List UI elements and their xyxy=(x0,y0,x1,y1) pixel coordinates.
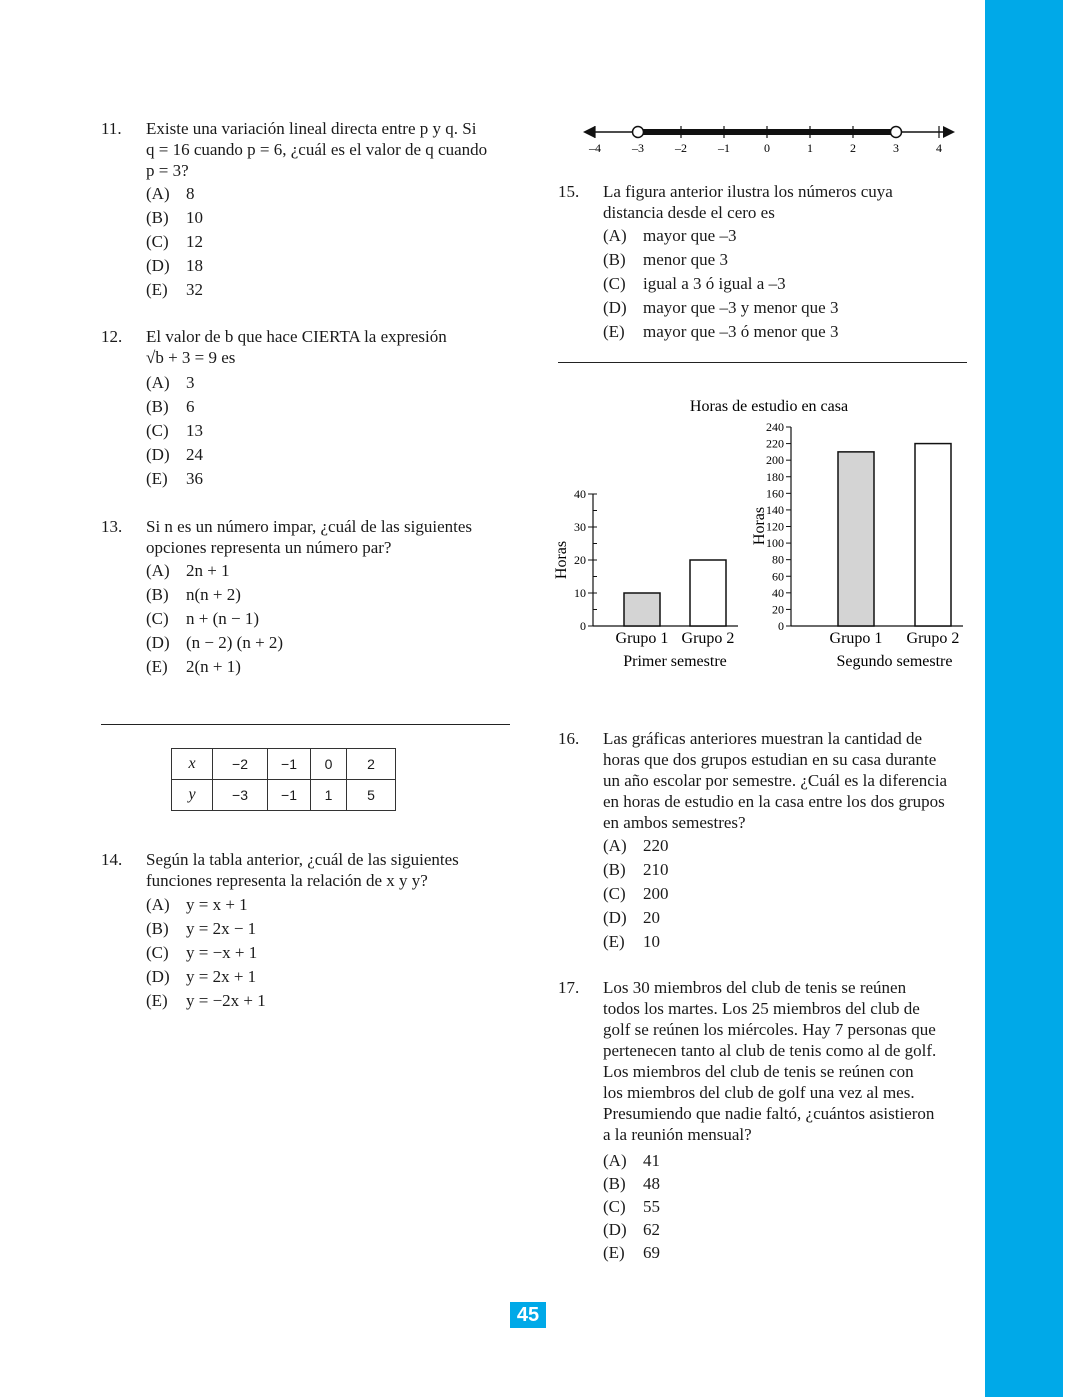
option-d[interactable]: (D) 24 xyxy=(146,445,203,464)
stem-line: los miembros del club de golf una vez al mes. xyxy=(603,1083,915,1102)
bar-2 xyxy=(690,560,726,626)
question-stem xyxy=(603,181,893,223)
option-e[interactable]: (E) 10 xyxy=(603,932,660,951)
table-cell: y xyxy=(172,780,213,811)
option-e[interactable]: (E) mayor que –3 ó menor que 3 xyxy=(603,322,839,341)
answer-options xyxy=(603,834,669,954)
table-row xyxy=(172,780,396,811)
option-a[interactable]: (A) y = x + 1 xyxy=(146,895,248,914)
stem-line: en horas de estudio en la casa entre los dos grupos xyxy=(603,792,945,811)
table-cell: −2 xyxy=(213,749,268,780)
stem-line: un año escolar por semestre. ¿Cuál es la diferencia xyxy=(603,771,948,790)
table-row xyxy=(172,749,396,780)
y-tick-label: 240 xyxy=(766,420,784,434)
question-stem xyxy=(146,516,472,558)
answer-options xyxy=(146,893,266,1013)
y-tick-label: 120 xyxy=(766,519,784,534)
option-c[interactable]: (C) y = −x + 1 xyxy=(146,943,258,962)
y-tick-label: 220 xyxy=(766,436,784,451)
option-c[interactable]: (C) 55 xyxy=(603,1197,660,1216)
option-d[interactable]: (D) 20 xyxy=(603,908,660,927)
option-a[interactable]: (A) 41 xyxy=(603,1151,660,1170)
table-cell: 0 xyxy=(311,749,347,780)
y-tick-label: 80 xyxy=(772,552,784,567)
stem-line: p = 3? xyxy=(146,161,189,180)
question-stem xyxy=(146,849,459,891)
table-cell: 5 xyxy=(347,780,396,811)
arrow-left-icon xyxy=(583,126,595,138)
y-tick-label: 140 xyxy=(766,502,784,517)
stem-line: Los 30 miembros del club de tenis se reúnen xyxy=(603,978,907,997)
y-tick-label: 180 xyxy=(766,469,784,484)
option-a[interactable]: (A) 3 xyxy=(146,373,195,392)
number-line xyxy=(575,118,965,160)
stem-line: funciones representa la relación de x y y? xyxy=(146,871,428,890)
y-tick-label: 160 xyxy=(766,486,784,501)
stem-line: horas que dos grupos estudian en su casa durante xyxy=(603,750,937,769)
bar-1 xyxy=(838,452,874,626)
question-number: 14. xyxy=(101,850,123,869)
y-tick-label: 10 xyxy=(574,586,586,600)
tick-label: 4 xyxy=(936,141,942,155)
tick-label: 3 xyxy=(893,141,899,155)
xy-value-table xyxy=(171,748,396,811)
arrow-right-icon xyxy=(943,126,955,138)
bar-charts xyxy=(548,390,978,680)
option-d[interactable]: (D) (n − 2) (n + 2) xyxy=(146,633,284,652)
section-divider xyxy=(101,724,510,725)
tick-label: –3 xyxy=(632,141,644,155)
stem-line: Si n es un número impar, ¿cuál de las siguientes xyxy=(146,517,473,536)
option-b[interactable]: (B) 48 xyxy=(603,1174,660,1193)
option-a[interactable]: (A) mayor que –3 xyxy=(603,226,737,245)
question-stem xyxy=(146,326,447,368)
x-axis-label: Primer semestre xyxy=(623,653,727,670)
category-label: Grupo 1 xyxy=(829,630,883,647)
table-cell: −1 xyxy=(268,749,311,780)
option-d[interactable]: (D) 62 xyxy=(603,1220,660,1239)
option-e[interactable]: (E) 69 xyxy=(603,1243,660,1262)
answer-options xyxy=(146,559,283,679)
option-b[interactable]: (B) 10 xyxy=(146,208,203,227)
answer-options xyxy=(603,1149,660,1264)
option-b[interactable]: (B) n(n + 2) xyxy=(146,585,241,604)
option-d[interactable]: (D) y = 2x + 1 xyxy=(146,967,257,986)
y-tick-label: 30 xyxy=(574,520,586,534)
option-c[interactable]: (C) 13 xyxy=(146,421,203,440)
category-label: Grupo 2 xyxy=(906,630,960,647)
question-number: 16. xyxy=(558,729,580,748)
question-number: 13. xyxy=(101,517,123,536)
option-d[interactable]: (D) mayor que –3 y menor que 3 xyxy=(603,298,839,317)
option-a[interactable]: (A) 220 xyxy=(603,836,669,855)
stem-line: La figura anterior ilustra los números cuya xyxy=(603,182,893,201)
category-label: Grupo 1 xyxy=(615,630,669,647)
question-stem xyxy=(603,728,947,833)
stem-line: √b + 3 = 9 es xyxy=(146,348,236,367)
option-b[interactable]: (B) y = 2x − 1 xyxy=(146,919,257,938)
stem-line: Las gráficas anteriores muestran la cantidad de xyxy=(603,729,923,748)
stem-line: a la reunión mensual? xyxy=(603,1125,752,1144)
tick-label: –1 xyxy=(718,141,730,155)
option-e[interactable]: (E) y = −2x + 1 xyxy=(146,991,266,1010)
option-c[interactable]: (C) 12 xyxy=(146,232,203,251)
option-c[interactable]: (C) igual a 3 ó igual a –3 xyxy=(603,274,786,293)
stem-line: pertenecen tanto al club de tenis como al de golf. xyxy=(603,1041,937,1060)
stem-line: golf se reúnen los miércoles. Hay 7 personas que xyxy=(603,1020,936,1039)
answer-options xyxy=(146,182,203,302)
y-tick-label: 0 xyxy=(580,619,586,633)
stem-line: Según la tabla anterior, ¿cuál de las siguientes xyxy=(146,850,459,869)
stem-line: todos los martes. Los 25 miembros del club de xyxy=(603,999,920,1018)
stem-line: Los miembros del club de tenis se reúnen con xyxy=(603,1062,914,1081)
answer-options xyxy=(603,224,838,344)
x-axis-label: Segundo semestre xyxy=(836,653,953,670)
option-b[interactable]: (B) menor que 3 xyxy=(603,250,728,269)
tick-label: –4 xyxy=(589,141,601,155)
stem-line: en ambos semestres? xyxy=(603,813,746,832)
option-b[interactable]: (B) 6 xyxy=(146,397,195,416)
accent-sidebar xyxy=(985,0,1063,1397)
table-cell: x xyxy=(172,749,213,780)
y-tick-label: 40 xyxy=(574,487,586,501)
stem-line: Existe una variación lineal directa entre p y q. Si xyxy=(146,119,477,138)
y-tick-label: 0 xyxy=(778,619,784,633)
table-cell: −1 xyxy=(268,780,311,811)
option-c[interactable]: (C) n + (n − 1) xyxy=(146,609,259,628)
question-stem xyxy=(603,977,936,1145)
option-e[interactable]: (E) 36 xyxy=(146,469,203,488)
tick-label: 1 xyxy=(807,141,813,155)
option-a[interactable]: (A) 8 xyxy=(146,184,195,203)
bar-2 xyxy=(915,444,951,626)
y-axis-label: Horas xyxy=(553,540,570,580)
y-tick-label: 100 xyxy=(766,536,784,551)
y-tick-label: 40 xyxy=(772,585,784,600)
question-stem xyxy=(146,118,487,181)
table-cell: 2 xyxy=(347,749,396,780)
table-cell: 1 xyxy=(311,780,347,811)
question-number: 11. xyxy=(101,119,122,138)
stem-line: Presumiendo que nadie faltó, ¿cuántos asistieron xyxy=(603,1104,935,1123)
tick-label: 2 xyxy=(850,141,856,155)
option-e[interactable]: (E) 2(n + 1) xyxy=(146,657,241,676)
tick-label: 0 xyxy=(764,141,770,155)
stem-line: opciones representa un número par? xyxy=(146,538,392,557)
stem-line: distancia desde el cero es xyxy=(603,203,775,222)
y-tick-label: 60 xyxy=(772,569,784,584)
stem-line: El valor de b que hace CIERTA la expresión xyxy=(146,327,447,346)
option-c[interactable]: (C) 200 xyxy=(603,884,669,903)
category-label: Grupo 2 xyxy=(681,630,735,647)
question-number: 17. xyxy=(558,978,580,997)
tick-label: –2 xyxy=(675,141,687,155)
stem-line: q = 16 cuando p = 6, ¿cuál es el valor de q cuando xyxy=(146,140,488,159)
answer-options xyxy=(146,371,203,491)
bar-1 xyxy=(624,593,660,626)
option-d[interactable]: (D) 18 xyxy=(146,256,203,275)
open-point xyxy=(633,127,644,138)
option-a[interactable]: (A) 2n + 1 xyxy=(146,561,230,580)
chart-title: Horas de estudio en casa xyxy=(689,398,849,415)
y-tick-label: 200 xyxy=(766,453,784,468)
y-tick-label: 20 xyxy=(574,553,586,567)
y-tick-label: 20 xyxy=(772,602,784,617)
open-point xyxy=(891,127,902,138)
option-e[interactable]: (E) 32 xyxy=(146,280,203,299)
option-b[interactable]: (B) 210 xyxy=(603,860,669,879)
page-number: 45 xyxy=(510,1302,546,1328)
y-axis-label: Horas xyxy=(751,506,768,546)
section-divider xyxy=(558,362,967,363)
question-number: 15. xyxy=(558,182,580,201)
table-cell: −3 xyxy=(213,780,268,811)
question-number: 12. xyxy=(101,327,123,346)
